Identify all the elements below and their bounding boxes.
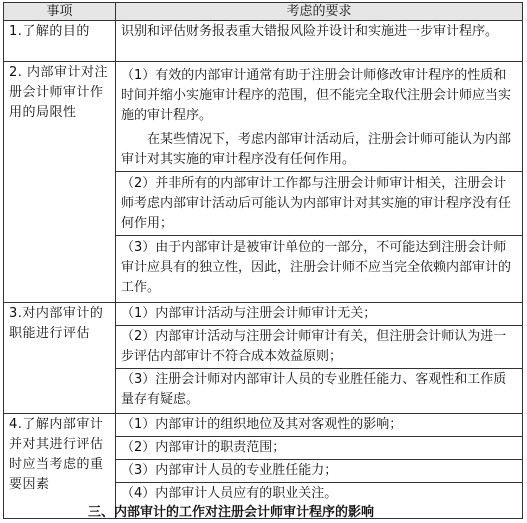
- header-requirements: 考虑的要求: [116, 3, 523, 21]
- section-heading-cutoff: 三、内部审计的工作对注册会计师审计程序的影响: [88, 505, 375, 520]
- row-requirement: 识别和评估财务报表重大错报风险并设计和实施进一步审计程序。: [116, 21, 523, 62]
- row-item: 1.了解的目的: [4, 21, 116, 62]
- table-row: [4, 414, 523, 437]
- row-item: 3.对内部审计的职能进行评估: [4, 303, 116, 414]
- table-row: [4, 21, 523, 62]
- requirement-text: （1）有效的内部审计通常有助于注册会计师修改审计程序的性质和时间并缩小实施审计程序的范围，但不能完全取代注册会计师应当实施的审计程序。: [121, 68, 512, 123]
- row-requirement: （2）内部审计的职责范围；: [116, 437, 523, 460]
- row-requirement: [116, 62, 523, 172]
- row-item: 4.了解内部审计并对其进行评估时应当考虑的重要因素: [4, 414, 116, 519]
- row-requirement: （3）由于内部审计是被审计单位的一部分，不可能达到注册会计师审计应具有的独立性，因此，注册会计师不应当完全依赖内部审计的工作。: [116, 236, 523, 303]
- row-requirement: （1）内部审计活动与注册会计师审计无关；: [116, 303, 523, 326]
- header-row: [4, 3, 523, 21]
- header-item: 事项: [4, 3, 116, 21]
- requirement-text: 在某些情况下，考虑内部审计活动后，注册会计师可能认为内部审计对其实施的审计程序没有任何作用。: [121, 132, 512, 167]
- row-requirement: （2）内部审计活动与注册会计师审计有关，但注册会计师认为进一步评估内部审计不符合成本效益原则；: [116, 326, 523, 369]
- requirements-table: [3, 2, 523, 519]
- row-requirement: （1）内部审计的组织地位及其对客观性的影响；: [116, 414, 523, 437]
- row-requirement: （3）内部审计人员的专业胜任能力；: [116, 460, 523, 483]
- row-requirement: （4）内部审计人员应有的职业关注。: [116, 483, 523, 519]
- table-row: [4, 62, 523, 172]
- row-requirement: （3）注册会计师对内部审计人员的专业胜任能力、客观性和工作质量存有疑虑。: [116, 369, 523, 414]
- table-row: [4, 303, 523, 326]
- row-requirement: （2）并非所有的内部审计工作都与注册会计师审计相关，注册会计师考虑内部审计活动后可能认为内部审计对其实施的审计程序没有任何作用；: [116, 172, 523, 236]
- row-item: 2. 内部审计对注册会计师审计作用的局限性: [4, 62, 116, 303]
